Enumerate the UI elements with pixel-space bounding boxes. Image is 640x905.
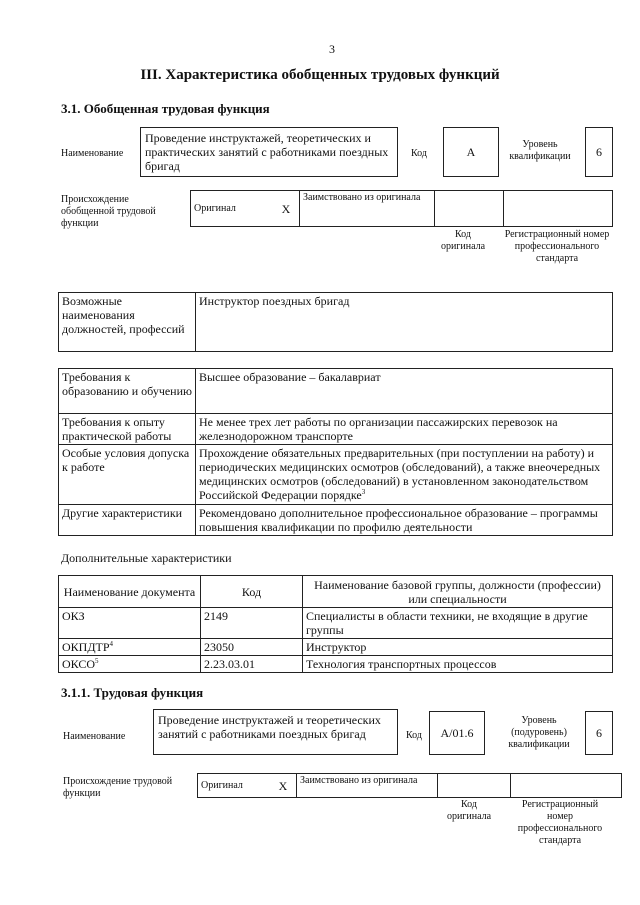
s311-original-label: Оригинал (198, 774, 271, 798)
req-label: Другие характеристики (59, 505, 196, 536)
s31-reg-number-cell (504, 191, 613, 227)
s31-original-mark: X (273, 191, 300, 227)
s311-original-mark: X (270, 774, 297, 798)
s311-level-value: 6 (596, 726, 602, 740)
s311-code-label: Код (406, 730, 422, 741)
s311-level-box (585, 711, 613, 755)
positions-value: Инструктор поездных бригад (196, 293, 613, 352)
s31-borrowed-label: Заимствовано из оригинала (300, 191, 435, 227)
req-label: Требования к образованию и обучению (59, 369, 196, 414)
s31-name-label: Наименование (61, 148, 124, 159)
table-header-row (59, 576, 613, 608)
table-row (59, 414, 613, 445)
name-cell: Специалисты в области техники, не входящие в другие группы (303, 608, 613, 639)
s311-orig-code-caption: Код оригинала (446, 799, 492, 822)
header-doc: Наименование документа (59, 576, 201, 608)
req-value: Прохождение обязательных предварительных (при поступлении на работу) и периодических медицинских осмотров (обследований), а также внеочередных медицинских осмотров (обследований) в установленном законодательством Российской Федерации порядке$^3$ (196, 445, 613, 505)
s31-name-box (140, 127, 398, 177)
s311-borrowed-label: Заимствовано из оригинала (297, 774, 438, 798)
footnote-marker: 5 (95, 657, 99, 665)
s311-code-value: A/01.6 (440, 726, 474, 740)
s311-name-label: Наименование (63, 731, 126, 742)
s31-origin-label: Происхождение обобщенной трудовой функции (61, 194, 156, 229)
positions-table (58, 292, 613, 352)
additional-table (58, 575, 613, 673)
s31-origin-table (190, 190, 613, 227)
header-code: Код (201, 576, 303, 608)
requirements-table (58, 368, 613, 536)
s311-orig-code-cell (438, 774, 511, 798)
s31-level-box (585, 127, 613, 177)
footnote-marker: 3 (361, 488, 366, 496)
s311-origin-label: Происхождение трудовой функции (63, 776, 173, 799)
s31-level-label: Уровень квалификации (509, 139, 571, 162)
page-number: 3 (329, 42, 335, 56)
req-label: Требования к опыту практической работы (59, 414, 196, 445)
s311-code-box (429, 711, 485, 755)
s31-reg-number-caption: Регистрационный номер профессионального стандарта (504, 229, 610, 264)
s311-heading: 3.1.1. Трудовая функция (61, 685, 204, 700)
table-row (59, 656, 613, 673)
header-name: Наименование базовой группы, должности (профессии) или специальности (303, 576, 613, 608)
s31-code-value: A (466, 145, 476, 159)
table-row (59, 505, 613, 536)
name-cell: Инструктор (303, 639, 613, 656)
s311-level-label: Уровень (подуровень) квалификации (508, 715, 570, 750)
s311-reg-number-caption: Регистрационный номер профессионального стандарта (517, 799, 603, 846)
additional-title: Дополнительные характеристики (61, 551, 232, 565)
name-cell: Технология транспортных процессов (303, 656, 613, 673)
code-cell: 2149 (201, 608, 303, 639)
footnote-marker: 4 (109, 640, 114, 648)
table-row (59, 369, 613, 414)
s311-reg-number-cell (511, 774, 622, 798)
code-cell: 23050 (201, 639, 303, 656)
s311-name-box (153, 709, 398, 755)
s31-heading: 3.1. Обобщенная трудовая функция (61, 101, 270, 116)
s31-orig-code-caption: Код оригинала (440, 229, 486, 252)
req-value: Высшее образование – бакалавриат (196, 369, 613, 414)
code-cell: 2.23.03.01 (201, 656, 303, 673)
s31-original-label: Оригинал (191, 191, 274, 227)
s31-level-value: 6 (596, 145, 602, 159)
req-label: Особые условия допуска к работе (59, 445, 196, 505)
table-row (59, 639, 613, 656)
doc-cell: ОКЗ (59, 608, 201, 639)
req-value: Рекомендовано дополнительное профессиональное образование – программы повышения квалификации по профилю деятельности (196, 505, 613, 536)
table-row (59, 608, 613, 639)
s311-origin-table (197, 773, 622, 798)
doc-cell: ОКСО$^5$ (59, 656, 201, 673)
req-value: Не менее трех лет работы по организации пассажирских перевозок на железнодорожном транспорте (196, 414, 613, 445)
positions-label: Возможные наименования должностей, профессий (59, 293, 196, 352)
s31-code-box (443, 127, 499, 177)
section-title: III. Характеристика обобщенных трудовых функций (140, 67, 500, 83)
s31-orig-code-cell (435, 191, 504, 227)
table-row (59, 445, 613, 505)
s31-name-value: Проведение инструктажей, теоретических и практических занятий с работниками поездных бригад (145, 131, 389, 173)
doc-cell: ОКПДТР$^4$ (59, 639, 201, 656)
s311-name-value: Проведение инструктажей и теоретических занятий с работниками поездных бригад (158, 713, 381, 741)
s31-code-label: Код (411, 148, 427, 159)
